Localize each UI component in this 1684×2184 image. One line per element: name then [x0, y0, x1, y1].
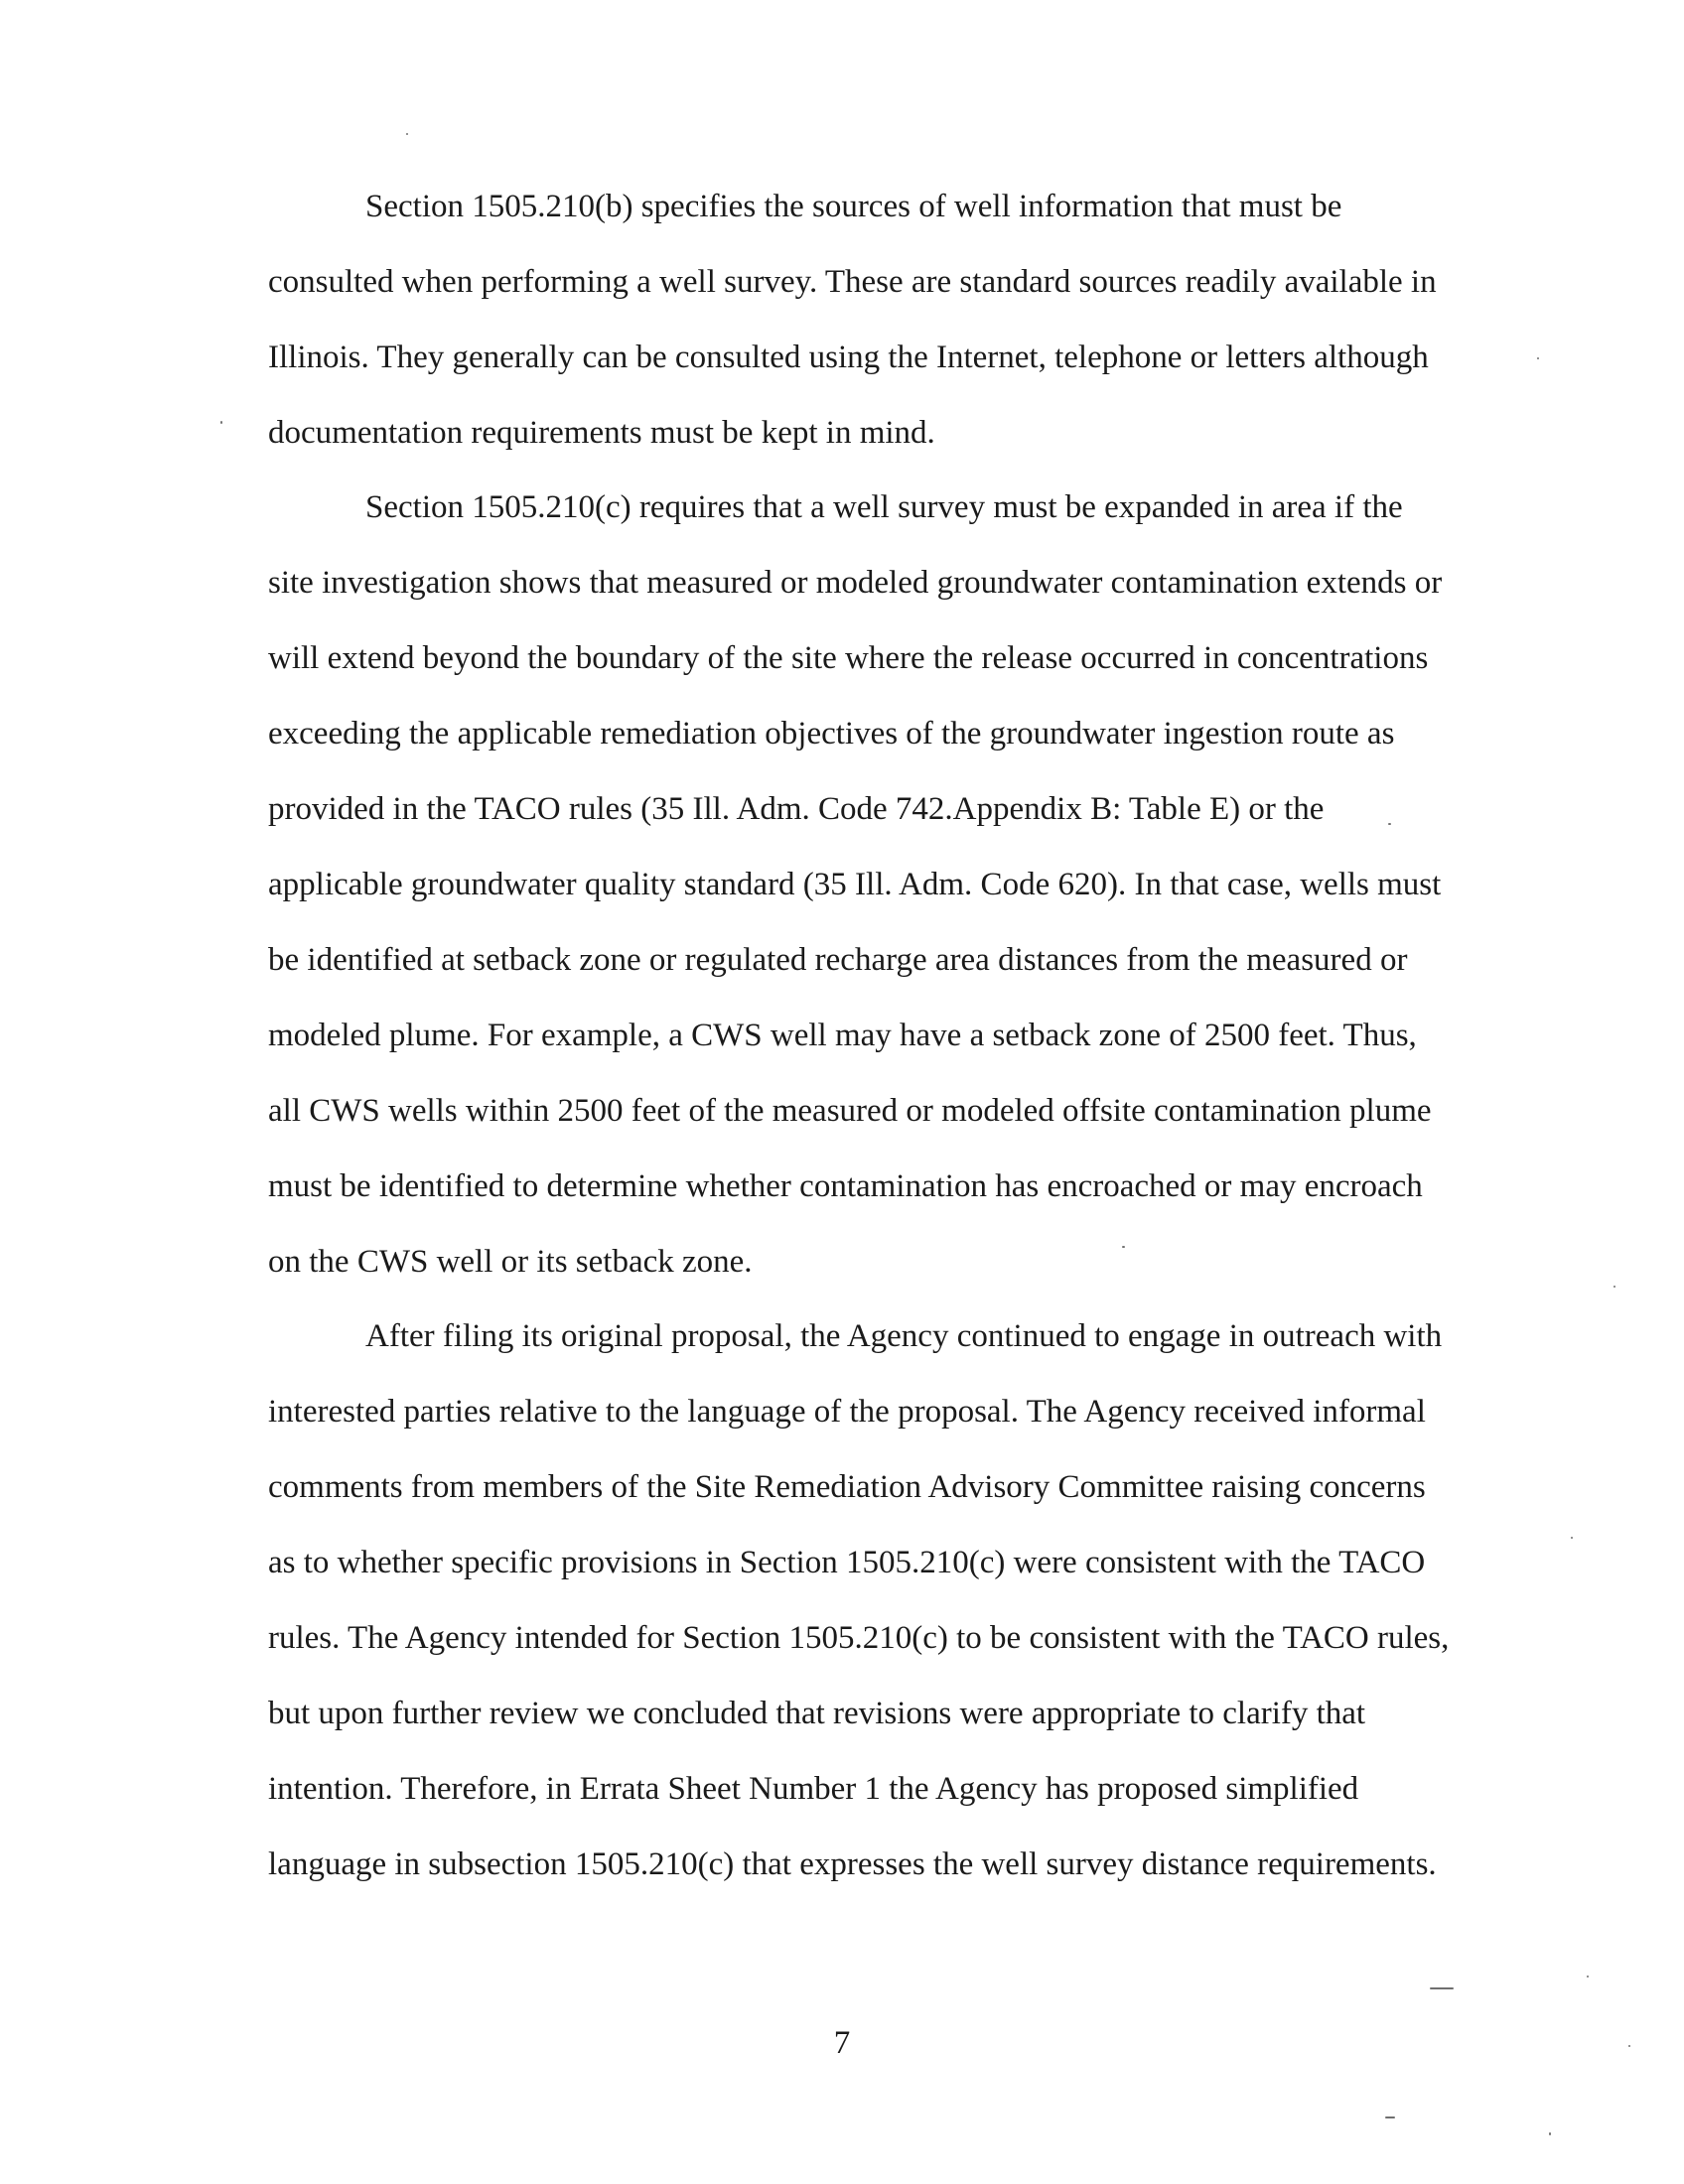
scan-speck — [1385, 2116, 1395, 2118]
scan-speck — [1388, 823, 1391, 825]
scan-speck — [1614, 1286, 1615, 1288]
paragraph-well-sources: Section 1505.210(b) specifies the sources of well information that must be consulted when performing a well survey. These are standard sources readily available in Illinois. They generally can be consulted using the Internet, telephone or letters although documentation requirements must be kept in mind. — [268, 189, 1437, 451]
scan-speck — [220, 421, 222, 424]
scan-speck — [406, 133, 408, 135]
scan-speck — [1628, 2045, 1630, 2047]
scan-speck — [1122, 1246, 1125, 1248]
paragraph-errata: After filing its original proposal, the Agency continued to engage in outreach with interested parties relative to the language of the proposal. The Agency received informal comments from members of the Site Remediation Advisory Committee raising concerns as to whether specific provisions in Section 1505.210(c) were consistent with the TACO rules. The Agency intended for Section 1505.210(c) to be consistent with the TACO rules, but upon further review we concluded that revisions were appropriate to clarify that intention. Therefore, in Errata Sheet Number 1 the Agency has proposed simplified language in subsection 1505.210(c) that expresses the well survey distance requirements. — [268, 1318, 1450, 1882]
scan-speck — [1587, 1976, 1589, 1978]
scan-speck — [1571, 1537, 1573, 1539]
page-number: 7 — [833, 2025, 851, 2061]
scan-speck — [1430, 1987, 1454, 1989]
scan-speck — [1537, 357, 1539, 359]
paragraph-expanded-survey: Section 1505.210(c) requires that a well survey must be expanded in area if the site investigation shows that measured or modeled groundwater contamination extends or will extend beyond the boundary of the site where the release occurred in concentrations exceeding the applicable remediation objectives of the groundwater ingestion route as provided in the TACO rules (35 Ill. Adm. Code 742.Appendix B: Table E) or the applicable groundwater quality standard (35 Ill. Adm. Code 620). In that case, wells must be identified at setback zone or regulated recharge area distances from the measured or modeled plume. For example, a CWS well may have a setback zone of 2500 feet. Thus, all CWS wells within 2500 feet of the measured or modeled offsite contamination plume must be identified to determine whether contamination has encroached or may encroach on the CWS well or its setback zone. — [268, 489, 1443, 1280]
scan-speck — [1549, 2132, 1551, 2135]
